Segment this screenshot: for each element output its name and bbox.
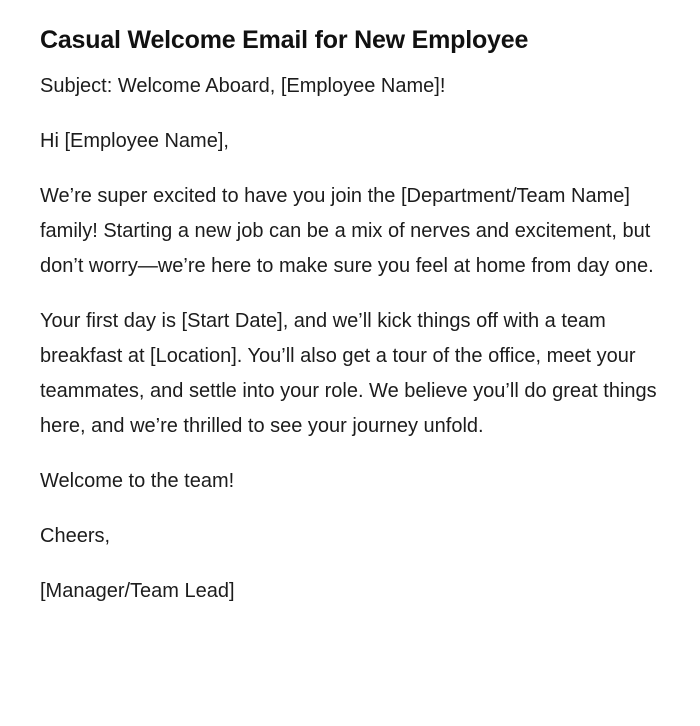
email-sign-off: Cheers, (40, 525, 111, 547)
email-subject-line: Subject: Welcome Aboard, [Employee Name]! (40, 75, 446, 97)
email-body-paragraph-1: We’re super excited to have you join the [Department/Team Name] family! Starting a new job can be a mix of nerves and excitement, but don’t worry—we’re here to make sure you feel at home from day one. (40, 185, 654, 277)
email-body-paragraph-2: Your first day is [Start Date], and we’ll kick things off with a team breakfast at [Location]. You’ll also get a tour of the office, meet your teammates, and settle into your role. We believe you’ll do great things here, and we’re thrilled to see your journey unfold. (40, 310, 657, 437)
email-signature: [Manager/Team Lead] (40, 580, 235, 602)
email-closing-line: Welcome to the team! (40, 470, 235, 492)
email-greeting: Hi [Employee Name], (40, 130, 229, 152)
document-title: Casual Welcome Email for New Employee (40, 26, 529, 54)
